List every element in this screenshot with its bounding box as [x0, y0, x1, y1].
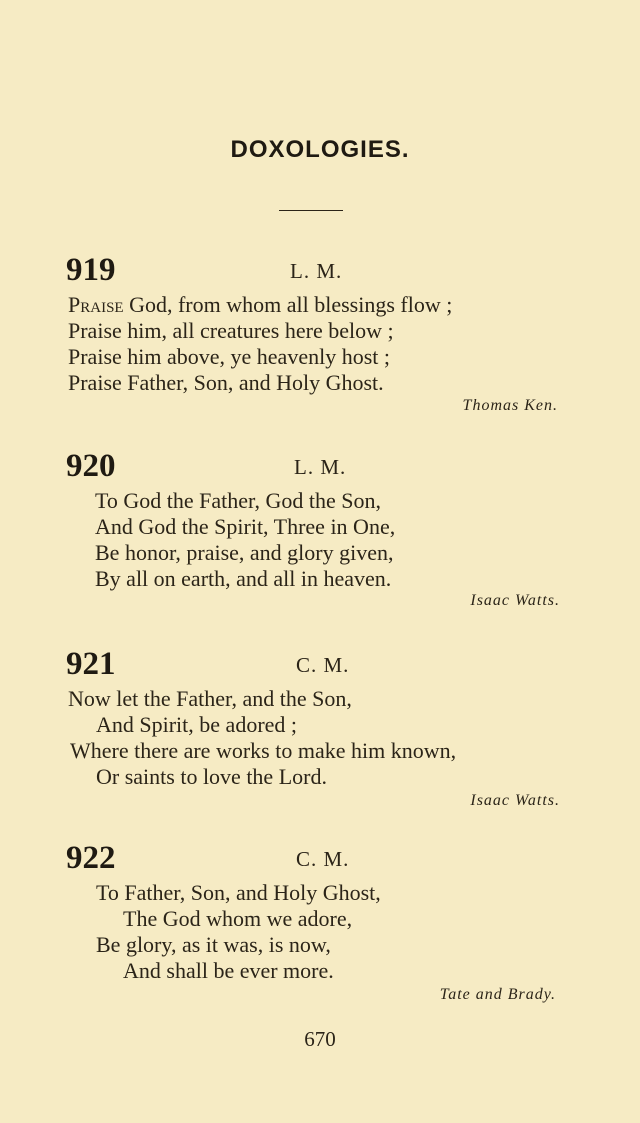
hymn-meter: C. M.	[296, 653, 350, 677]
hymn-meter: L. M.	[294, 455, 347, 479]
hymn-meter: L. M.	[290, 259, 343, 283]
verse-line: The God whom we adore,	[123, 906, 353, 931]
hymn-number: 921	[66, 646, 116, 682]
verse-line: Be glory, as it was, is now,	[96, 932, 331, 957]
first-word: Praise	[68, 292, 124, 317]
verse-line: And shall be ever more.	[123, 958, 334, 983]
hymn-number: 920	[66, 448, 116, 484]
hymn-author: Isaac Watts.	[470, 792, 560, 809]
verse-line: And God the Spirit, Three in One,	[95, 514, 396, 539]
section-heading: DOXOLOGIES.	[230, 136, 410, 163]
hymn-author: Tate and Brady.	[439, 986, 556, 1003]
verse-line: Or saints to love the Lord.	[96, 764, 327, 789]
verse-line: By all on earth, and all in heaven.	[95, 566, 392, 591]
verse-line: Praise him above, ye heavenly host ;	[68, 344, 390, 369]
heading-rule	[279, 210, 343, 211]
verse-line: To God the Father, God the Son,	[95, 488, 381, 513]
verse-line: Be honor, praise, and glory given,	[95, 540, 394, 565]
hymn-number: 919	[66, 252, 116, 288]
verse-line: Where there are works to make him known,	[70, 738, 457, 763]
verse-line: Now let the Father, and the Son,	[68, 686, 352, 711]
verse-line: Praise him, all creatures here below ;	[68, 318, 394, 343]
hymn-author: Isaac Watts.	[470, 592, 560, 609]
verse-line: Praise God, from whom all blessings flow ;	[68, 292, 453, 317]
page-number: 670	[304, 1027, 336, 1051]
hymn-meter: C. M.	[296, 847, 350, 871]
verse-line: Praise Father, Son, and Holy Ghost.	[68, 370, 384, 395]
verse-line: To Father, Son, and Holy Ghost,	[96, 880, 381, 905]
hymn-number: 922	[66, 840, 116, 876]
hymn-author: Thomas Ken.	[462, 397, 558, 414]
verse-line: And Spirit, be adored ;	[96, 712, 298, 737]
